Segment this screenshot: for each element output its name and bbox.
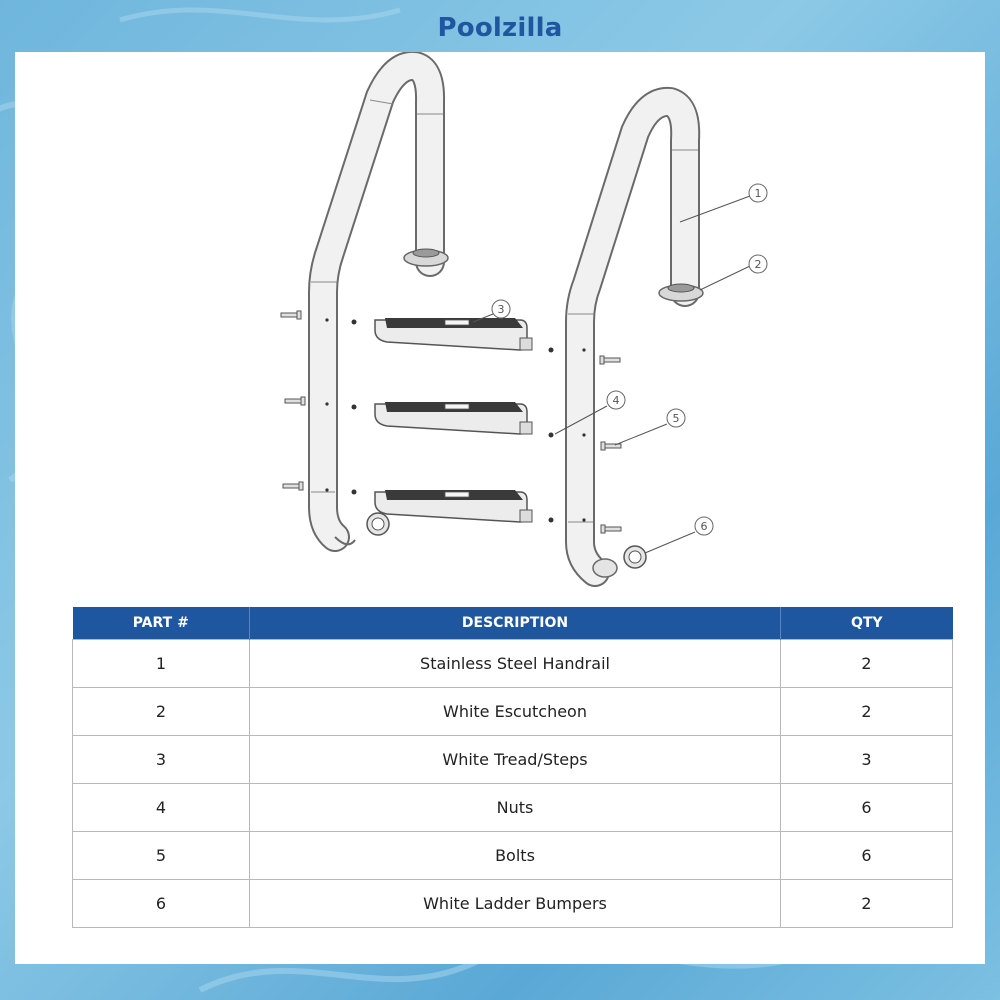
content-panel	[15, 52, 985, 964]
callout-2	[749, 255, 767, 273]
header-qty: QTY	[781, 607, 953, 639]
cell-part: 6	[73, 879, 250, 927]
svg-text:4: 4	[612, 394, 620, 407]
right-bumper	[624, 546, 646, 568]
parts-table	[72, 607, 953, 928]
cell-description: Nuts	[250, 783, 781, 831]
cell-part: 5	[73, 831, 250, 879]
header-description: DESCRIPTION	[250, 607, 781, 639]
cell-qty: 6	[781, 783, 953, 831]
callout-6	[695, 517, 713, 535]
table-row	[73, 831, 953, 879]
left-escutcheon	[404, 249, 448, 266]
right-bolts	[600, 356, 621, 533]
table-row	[73, 687, 953, 735]
callout-1	[749, 184, 767, 202]
header-part: PART #	[73, 607, 250, 639]
cell-description: Stainless Steel Handrail	[250, 639, 781, 687]
svg-text:2: 2	[754, 258, 762, 271]
ladder-exploded-diagram	[15, 52, 985, 604]
cell-part: 2	[73, 687, 250, 735]
cell-part: 3	[73, 735, 250, 783]
svg-text:5: 5	[672, 412, 680, 425]
svg-text:1: 1	[754, 187, 762, 200]
table-row	[73, 639, 953, 687]
cell-qty: 3	[781, 735, 953, 783]
cell-qty: 2	[781, 687, 953, 735]
table-row	[73, 783, 953, 831]
svg-text:6: 6	[700, 520, 708, 533]
cell-description: White Escutcheon	[250, 687, 781, 735]
tread-middle	[375, 402, 532, 434]
cell-qty: 6	[781, 831, 953, 879]
right-escutcheon	[659, 284, 703, 301]
left-handrail	[311, 66, 443, 544]
svg-text:3: 3	[497, 303, 505, 316]
cell-description: White Tread/Steps	[250, 735, 781, 783]
table-row	[73, 879, 953, 927]
cell-qty: 2	[781, 639, 953, 687]
table-row	[73, 735, 953, 783]
cell-qty: 2	[781, 879, 953, 927]
cell-description: White Ladder Bumpers	[250, 879, 781, 927]
cell-description: Bolts	[250, 831, 781, 879]
tread-top	[375, 318, 532, 350]
callout-3	[492, 300, 510, 318]
cell-part: 4	[73, 783, 250, 831]
right-handrail	[568, 102, 698, 577]
cell-part: 1	[73, 639, 250, 687]
left-bumper	[367, 513, 389, 535]
callout-4	[607, 391, 625, 409]
tread-bottom	[375, 490, 532, 522]
left-bolts	[281, 311, 305, 490]
table-header-row	[73, 607, 953, 639]
brand-logo: Poolzilla	[437, 13, 563, 43]
callout-5	[667, 409, 685, 427]
